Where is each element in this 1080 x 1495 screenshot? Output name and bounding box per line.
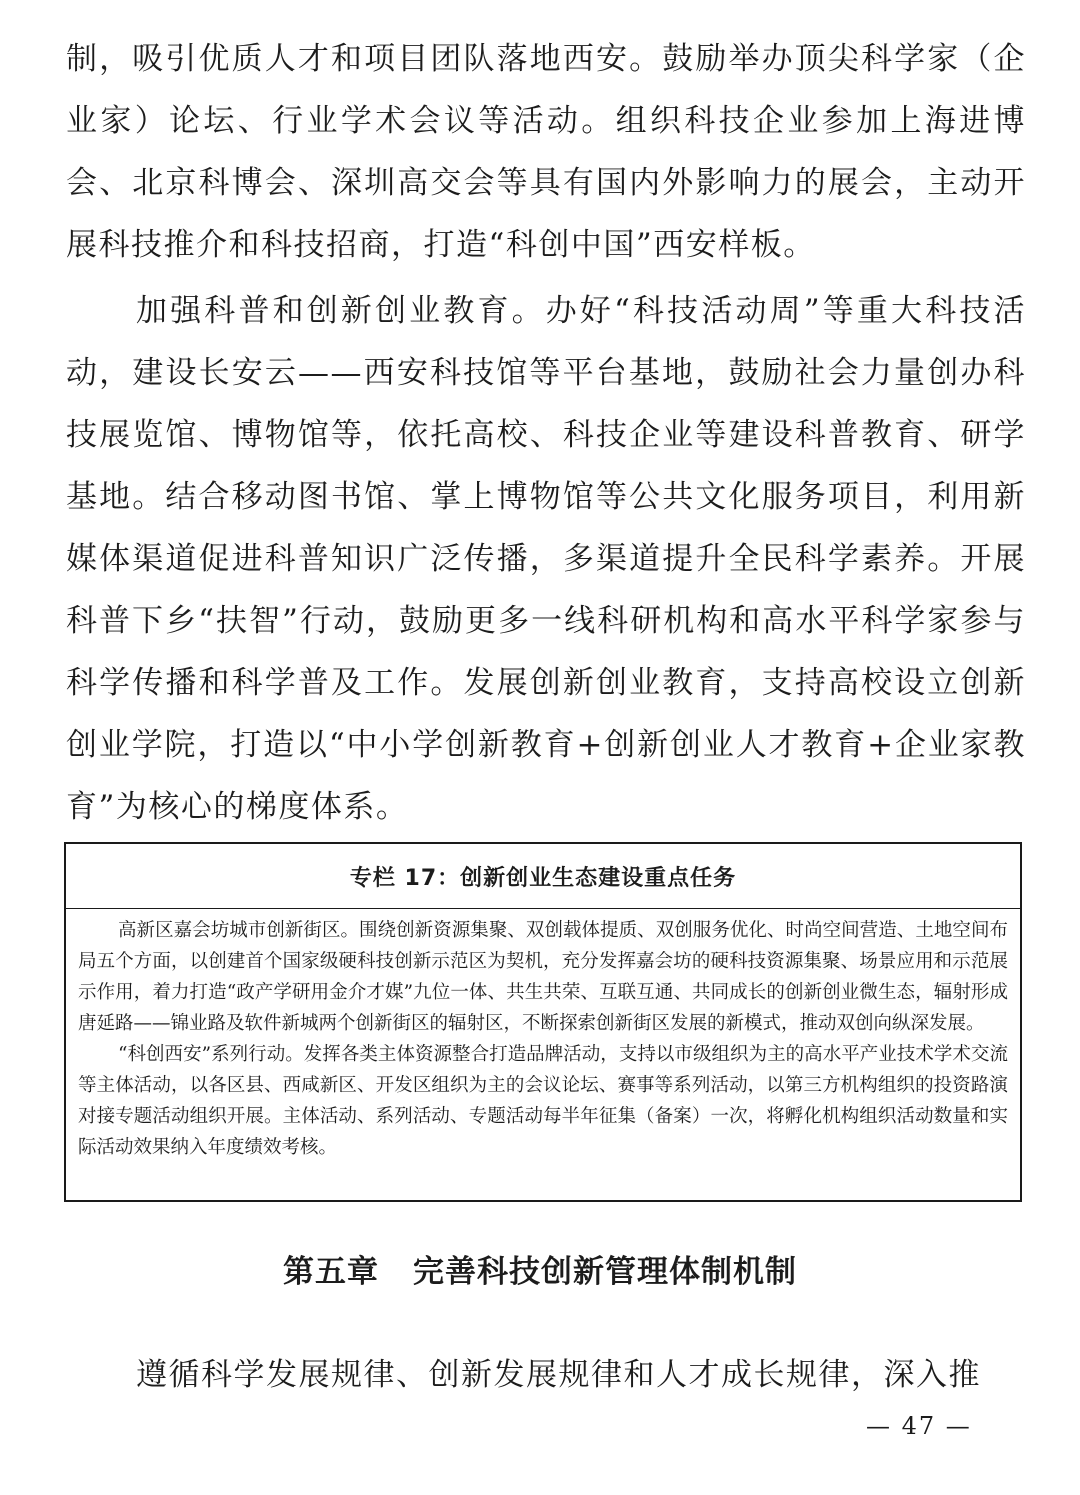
- chapter-number: 第五章: [283, 1254, 379, 1290]
- box-body: [66, 909, 1020, 1163]
- body-paragraph: 制，吸引优质人才和项目团队落地西安。鼓励举办顶尖科学家（企业家）论坛、行业学术会议等活动。组织科技企业参加上海进博会、北京科博会、深圳高交会等具有国内外影响力的展会，主动开展科技推介和科技招商，打造“科创中国”西安样板。: [66, 41, 1026, 263]
- box-item: 高新区嘉会坊城市创新街区。围绕创新资源集聚、双创载体提质、双创服务优化、时尚空间营造、土地空间布局五个方面，以创建首个国家级硬科技创新示范区为契机，充分发挥嘉会坊的硬科技资源集聚、场景应用和示范展示作用，着力打造“政产学研用金介才媒”九位一体、共生共荣、互联互通、共同成长的创新创业微生态，辐射形成唐延路——锦业路及软件新城两个创新街区的辐射区，不断探索创新街区发展的新模式，推动双创向纵深发展。: [78, 920, 1008, 1034]
- box-title: 专栏 17：创新创业生态建设重点任务: [66, 844, 1020, 909]
- sidebar-box-column-17: [64, 842, 1022, 1202]
- body-paragraph: 加强科普和创新创业教育。办好“科技活动周”等重大科技活动，建设长安云——西安科技馆等平台基地，鼓励社会力量创办科技展览馆、博物馆等，依托高校、科技企业等建设科普教育、研学基地。结合移动图书馆、掌上博物馆等公共文化服务项目，利用新媒体渠道促进科普知识广泛传播，多渠道提升全民科学素养。开展科普下乡“扶智”行动，鼓励更多一线科研机构和高水平科学家参与科学传播和科学普及工作。发展创新创业教育，支持高校设立创新创业学院，打造以“中小学创新教育+创新创业人才教育+企业家教育”为核心的梯度体系。: [66, 293, 1026, 825]
- page-number: — 47 —: [866, 1412, 972, 1440]
- chapter-title: 完善科技创新管理体制机制: [413, 1254, 797, 1290]
- body-paragraph: 遵循科学发展规律、创新发展规律和人才成长规律，深入推: [136, 1357, 981, 1393]
- chapter-heading: [0, 1246, 1080, 1291]
- box-item: “科创西安”系列行动。发挥各类主体资源整合打造品牌活动，支持以市级组织为主的高水平产业技术学术交流等主体活动，以各区县、西咸新区、开发区组织为主的会议论坛、赛事等系列活动，以第三方机构组织的投资路演对接专题活动组织开展。主体活动、系列活动、专题活动每半年征集（备案）一次，将孵化机构组织活动数量和实际活动效果纳入年度绩效考核。: [78, 1044, 1008, 1158]
